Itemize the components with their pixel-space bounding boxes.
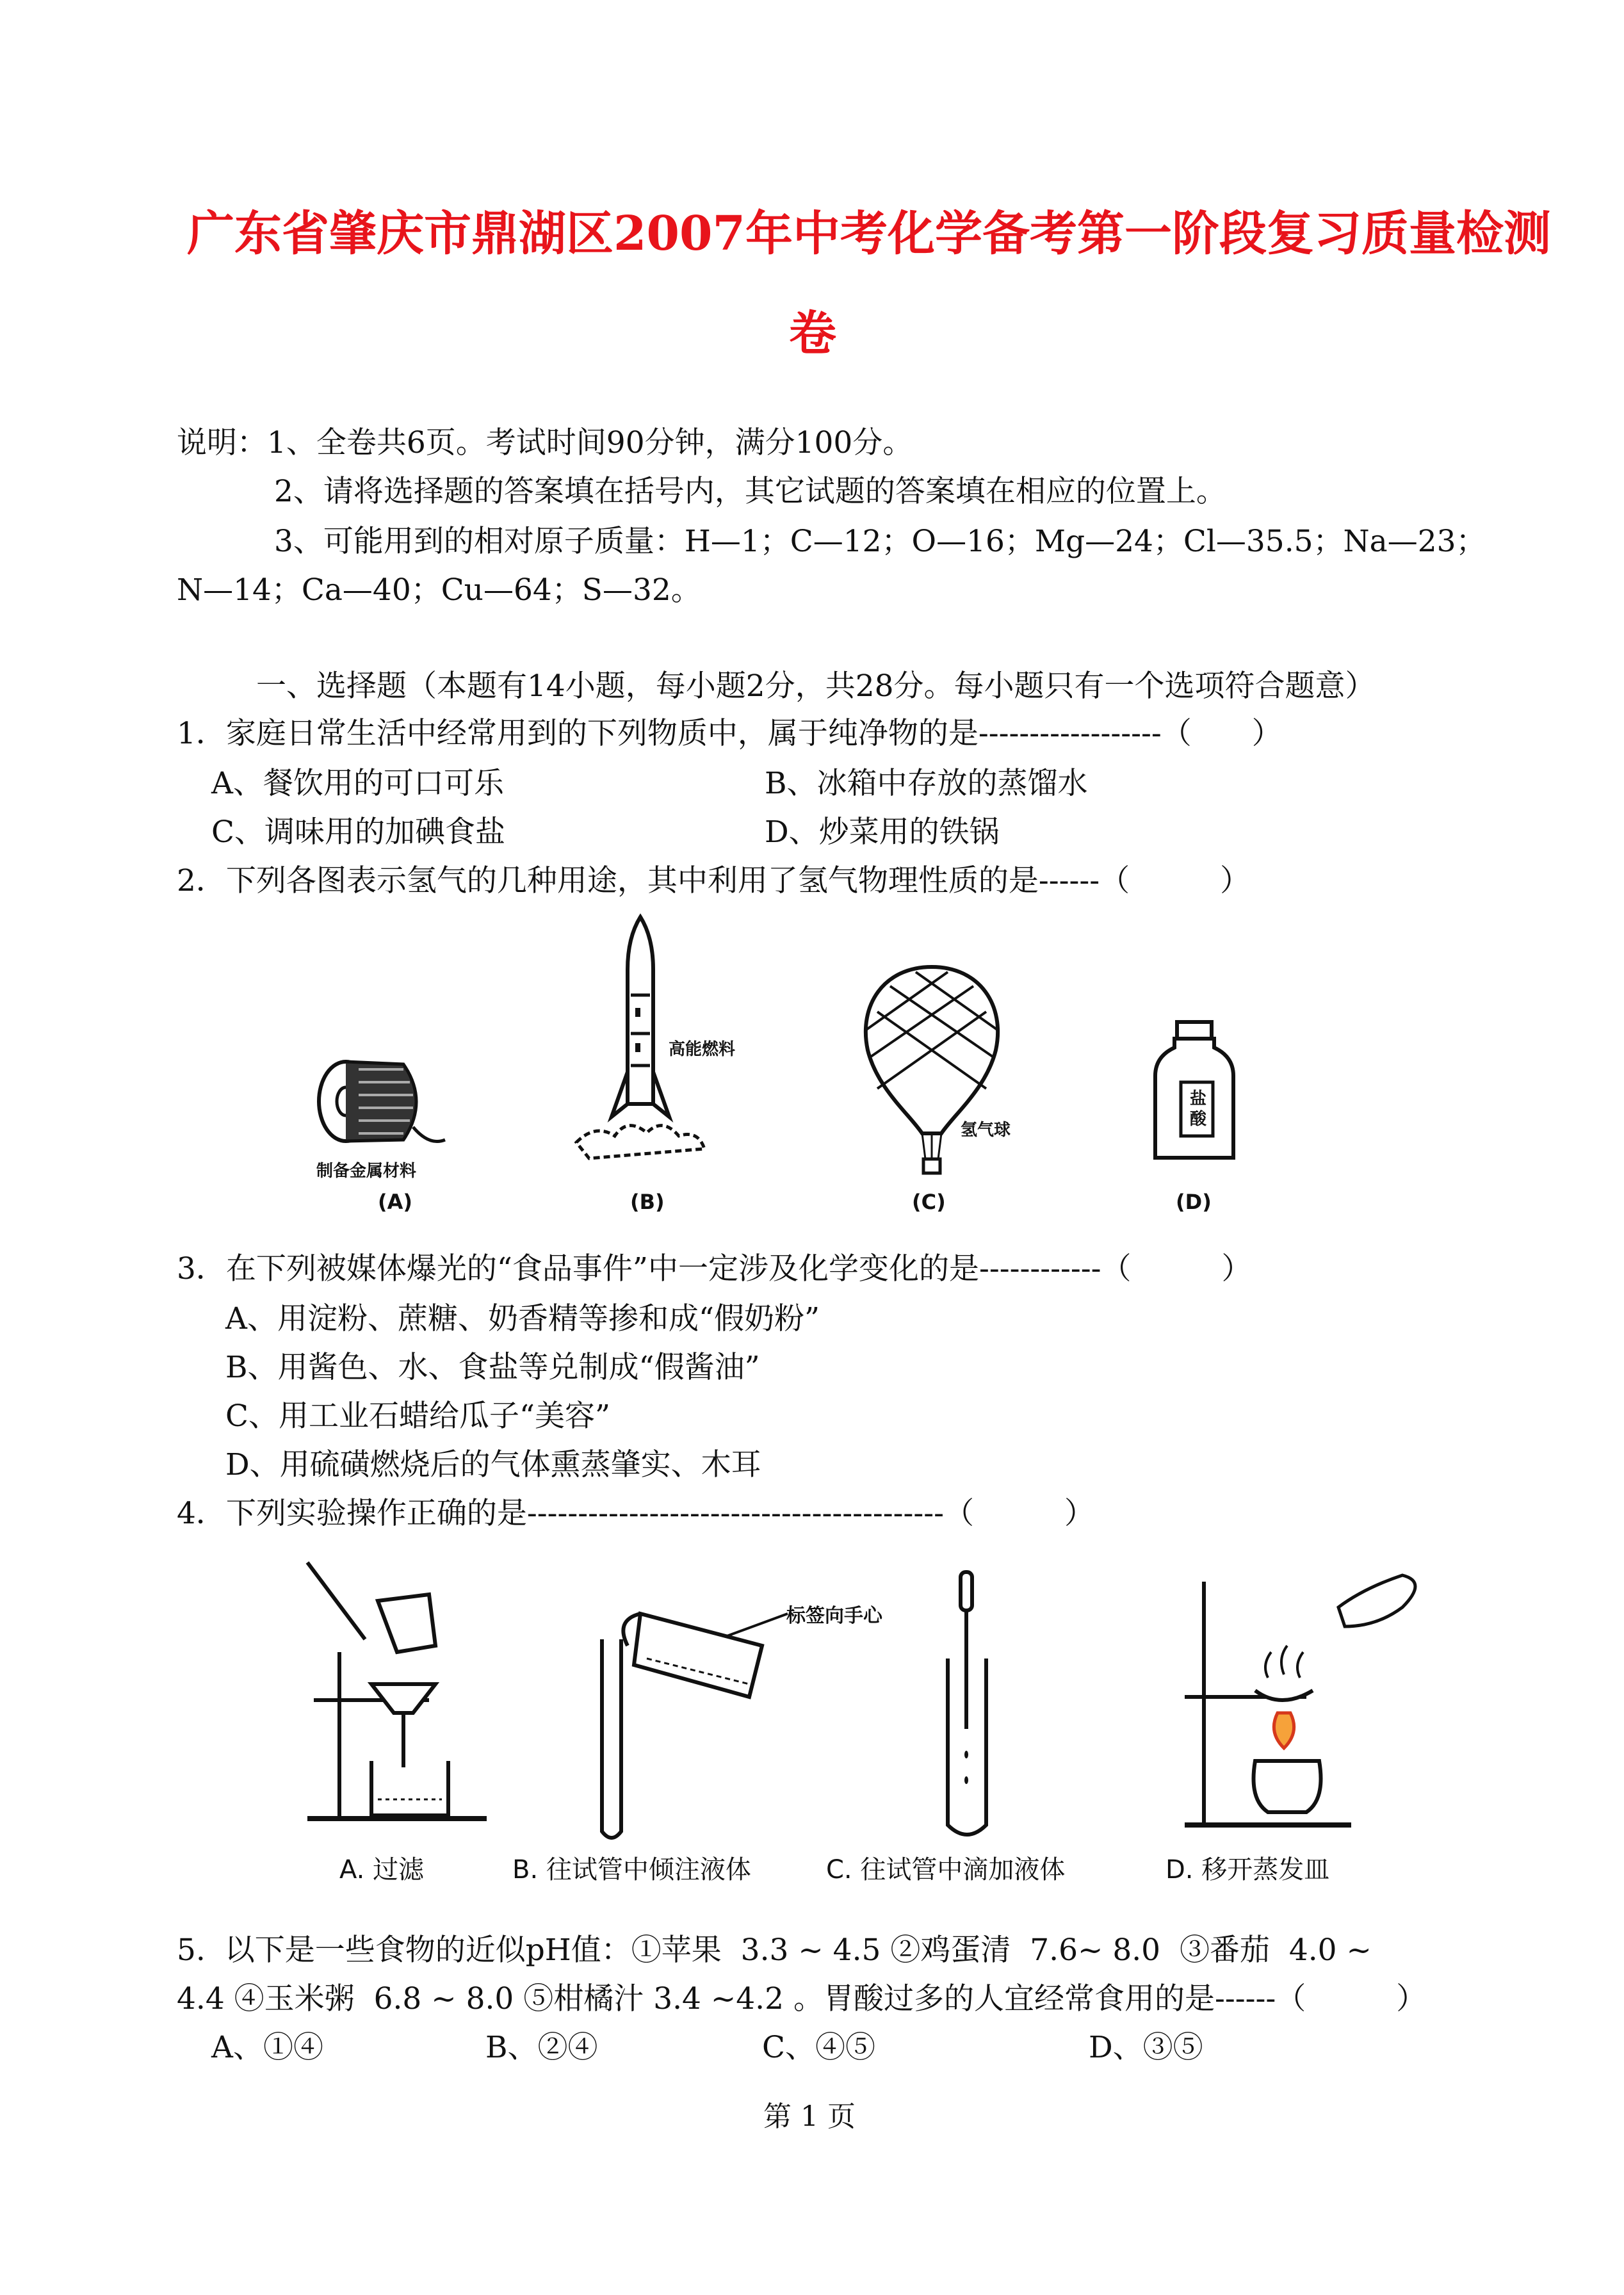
question-5-line1: 5. 以下是一些食物的近似pH值：①苹果 3.3 ~ 4.5 ②鸡蛋清 7.6~ 8.0 ③番茄 4.0 ~ bbox=[177, 1933, 1372, 1968]
page-number: 第 1 页 bbox=[763, 2100, 856, 2133]
figure-2c-label: 氢气球 bbox=[961, 1121, 1011, 1140]
figure-4b-caption: B. 往试管中倾注液体 bbox=[512, 1855, 751, 1885]
figure-4c-caption: C. 往试管中滴加液体 bbox=[826, 1855, 1066, 1885]
question-3-stem: 3．在下列被媒体爆光的“食品事件”中一定涉及化学变化的是------------（ ） bbox=[177, 1251, 1252, 1286]
question-5-option-a: A、①④ bbox=[211, 2030, 323, 2065]
question-4-stem: 4．下列实验操作正确的是-----------------------------------------（ ） bbox=[177, 1496, 1095, 1531]
question-3-option-d: D、用硫磺燃烧后的气体熏蒸肇实、木耳 bbox=[225, 1447, 761, 1482]
figure-2a-label: 制备金属材料 bbox=[316, 1162, 417, 1181]
figure-4d-evaporating-dish bbox=[1172, 1569, 1428, 1838]
figure-4a-filtration bbox=[301, 1556, 493, 1838]
question-3-option-a: A、用淀粉、蔗糖、奶香精等掺和成“假奶粉” bbox=[225, 1301, 820, 1336]
figure-2b-caption: (B) bbox=[630, 1190, 665, 1214]
question-1-option-c: C、调味用的加碘食盐 bbox=[211, 815, 505, 850]
question-1-option-b: B、冰箱中存放的蒸馏水 bbox=[765, 766, 1088, 801]
figure-2a-caption: (A) bbox=[378, 1190, 413, 1214]
instructions-line2: 2、请将选择题的答案填在括号内，其它试题的答案填在相应的位置上。 bbox=[274, 474, 1226, 509]
question-5-option-d: D、③⑤ bbox=[1089, 2030, 1203, 2065]
question-1-stem: 1．家庭日常生活中经常用到的下列物质中，属于纯净物的是------------------（ ） bbox=[177, 716, 1282, 751]
question-3-option-c: C、用工业石蜡给瓜子“美容” bbox=[225, 1399, 611, 1434]
figure-2c-balloon bbox=[852, 961, 1012, 1185]
figure-4d-caption: D. 移开蒸发皿 bbox=[1165, 1855, 1330, 1885]
question-5-option-c: C、④⑤ bbox=[762, 2030, 875, 2065]
figure-4a-caption: A. 过滤 bbox=[339, 1855, 425, 1885]
figure-4c-dropper bbox=[935, 1569, 999, 1844]
instructions-line1: 说明：1、全卷共6页。考试时间90分钟，满分100分。 bbox=[177, 425, 913, 460]
question-5-option-b: B、②④ bbox=[485, 2030, 598, 2065]
document-title-line2: 卷 bbox=[789, 306, 836, 361]
figure-2d-caption: (D) bbox=[1176, 1190, 1212, 1214]
instructions-line4: N—14；Ca—40；Cu—64；S—32。 bbox=[177, 572, 701, 608]
question-1-option-d: D、炒菜用的铁锅 bbox=[765, 815, 1000, 850]
question-1-option-a: A、餐饮用的可口可乐 bbox=[211, 766, 504, 801]
instructions-line3: 3、可能用到的相对原子质量：H—1；C—12；O—16；Mg—24；Cl—35.5；Na—23； bbox=[274, 524, 1486, 559]
document-title-line1: 广东省肇庆市鼎湖区2007年中考化学备考第一阶段复习质量检测 bbox=[187, 206, 1551, 261]
figure-4b-label: 标签向手心 bbox=[786, 1605, 882, 1627]
figure-2c-caption: (C) bbox=[912, 1190, 946, 1214]
section-heading: 一、选择题（本题有14小题，每小题2分，共28分。每小题只有一个选项符合题意） bbox=[256, 669, 1376, 704]
question-2-stem: 2．下列各图表示氢气的几种用途，其中利用了氢气物理性质的是------（ ） bbox=[177, 863, 1251, 898]
question-5-line2: 4.4 ④玉米粥 6.8 ~ 8.0 ⑤柑橘汁 3.4 ~4.2 。胃酸过多的人宜经常食用的是------（ ） bbox=[177, 1981, 1427, 2016]
figure-2d-label: 盐 酸 bbox=[1190, 1089, 1207, 1129]
figure-2b-label: 高能燃料 bbox=[669, 1040, 736, 1059]
question-3-option-b: B、用酱色、水、食盐等兑制成“假酱油” bbox=[225, 1350, 760, 1385]
figure-4b-label-pointer bbox=[724, 1607, 794, 1639]
